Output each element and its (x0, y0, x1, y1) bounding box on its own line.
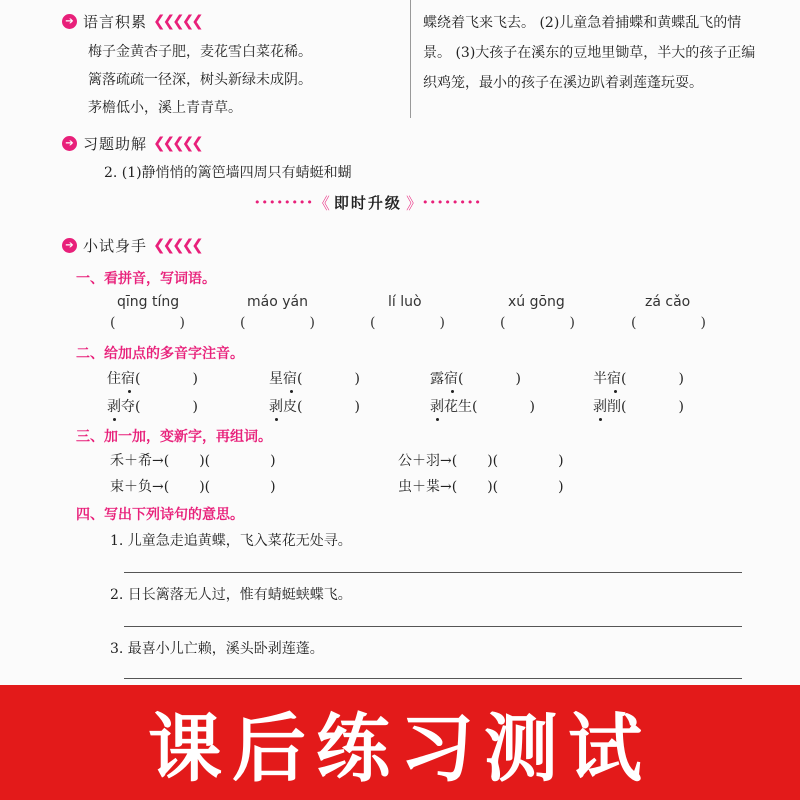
question-title: 四、写出下列诗句的意思。 (76, 507, 244, 523)
chevrons-icon: ❮❮❮❮❮ (153, 236, 201, 254)
question-title: 三、加一加，变新字，再组词。 (76, 429, 272, 445)
right-bracket-icon: 》 (405, 194, 422, 213)
polyphone-item (107, 368, 198, 388)
arrow-circle-icon: ➔ (62, 136, 77, 151)
emphasis-dot (451, 390, 454, 393)
footer-banner (0, 685, 800, 800)
question-title: 一、看拼音，写词语。 (76, 271, 216, 287)
pinyin: xú gōng (508, 294, 565, 310)
polyphone-item (269, 396, 360, 416)
poem-line: 茅檐低小，溪上青青草。 (88, 100, 242, 116)
emphasis-dot (275, 418, 278, 421)
question-title: 二、给加点的多音字注音。 (76, 346, 244, 362)
polyphone-word: 露宿( (430, 371, 464, 387)
combo-formula: 束＋负→( (110, 479, 170, 495)
polyphone-word: 剥夺( (107, 399, 141, 415)
paren-close: ) (192, 399, 198, 415)
polyphone-word: 剥花生( (430, 399, 478, 415)
section-header-yuyan (62, 8, 201, 34)
pinyin: lí luò (388, 294, 422, 310)
emphasis-dot (128, 390, 131, 393)
polyphone-word: 半宿( (593, 371, 627, 387)
answer-blank[interactable]: ( ) (110, 315, 185, 331)
char-combo: 禾＋希→( )( ) (110, 453, 276, 469)
paren-close: ) (192, 371, 198, 387)
polyphone-word: 剥皮( (269, 399, 303, 415)
section-title: 语言积累 (83, 12, 148, 31)
poem-line: 梅子金黄杏子肥，麦花雪白菜花稀。 (88, 44, 312, 60)
polyphone-item (107, 396, 198, 416)
answer-line[interactable] (124, 626, 742, 627)
combo-formula: 虫＋枼→( (398, 479, 458, 495)
section-title: 习题助解 (83, 134, 148, 153)
paren-close: ) (354, 371, 360, 387)
answer-blank[interactable]: ( ) (370, 315, 445, 331)
footer-title: 课后练习测试 (148, 705, 652, 792)
section-banner (254, 191, 482, 214)
answer-blank[interactable]: ( ) (240, 315, 315, 331)
poem-question: 2. 日长篱落无人过，惟有蜻蜓蛱蝶飞。 (110, 587, 352, 603)
poem-line: 篱落疏疏一径深，树头新绿未成阴。 (88, 72, 312, 88)
banner-dots-left: •••••••• (254, 196, 314, 209)
section-header-xiaoshi (62, 232, 201, 258)
combo-formula: 公＋羽→( (398, 453, 458, 469)
column-divider (410, 0, 411, 118)
polyphone-item (269, 368, 360, 388)
left-bracket-icon: 《 (313, 194, 330, 213)
answer-start: 2. (1)静悄悄的篱笆墙四周只有蜻蜓和蝴 (104, 165, 352, 181)
char-combo: 虫＋枼→( )( ) (398, 479, 564, 495)
chevrons-icon: ❮❮❮❮❮ (153, 12, 201, 30)
banner-dots-right: •••••••• (421, 196, 482, 209)
poem-question: 3. 最喜小儿亡赖，溪头卧剥莲蓬。 (110, 641, 324, 657)
poem-block (88, 38, 312, 122)
polyphone-word: 住宿( (107, 371, 141, 387)
polyphone-word: 剥削( (593, 399, 627, 415)
paren-close: ) (354, 399, 360, 415)
emphasis-dot (614, 390, 617, 393)
answer-blank[interactable]: ( ) (631, 315, 706, 331)
answer-line[interactable] (124, 678, 742, 679)
char-combo: 束＋负→( )( ) (110, 479, 276, 495)
paren-close: ) (515, 371, 521, 387)
answer-blank[interactable]: ( ) (500, 315, 575, 331)
section-header-xiti (62, 130, 201, 156)
polyphone-item (593, 368, 684, 388)
pinyin: qīng tíng (117, 294, 180, 310)
chevrons-icon: ❮❮❮❮❮ (153, 134, 201, 152)
emphasis-dot (290, 390, 293, 393)
answer-line[interactable] (124, 572, 742, 573)
polyphone-item (430, 396, 535, 416)
char-combo: 公＋羽→( )( ) (398, 453, 564, 469)
answer-column: 蝶绕着飞来飞去。 (2)儿童急着捕蝶和黄蝶乱飞的情景。 (3)大孩子在溪东的豆地里锄草，半大的孩子正编织鸡笼，最小的孩子在溪边趴着剥莲蓬玩耍。 (423, 15, 756, 91)
pinyin: máo yán (247, 294, 308, 310)
arrow-circle-icon: ➔ (62, 14, 77, 29)
polyphone-item (430, 368, 521, 388)
paren-close: ) (678, 371, 684, 387)
combo-formula: 禾＋希→( (110, 453, 170, 469)
banner-title: 即时升级 (333, 194, 402, 212)
emphasis-dot (436, 418, 439, 421)
arrow-circle-icon: ➔ (62, 238, 77, 253)
pinyin: zá cǎo (645, 294, 691, 310)
paren-close: ) (529, 399, 535, 415)
polyphone-item (593, 396, 684, 416)
poem-question: 1. 儿童急走追黄蝶，飞入菜花无处寻。 (110, 533, 352, 549)
paren-close: ) (678, 399, 684, 415)
polyphone-word: 星宿( (269, 371, 303, 387)
emphasis-dot (599, 418, 602, 421)
section-title: 小试身手 (83, 236, 148, 255)
emphasis-dot (113, 418, 116, 421)
